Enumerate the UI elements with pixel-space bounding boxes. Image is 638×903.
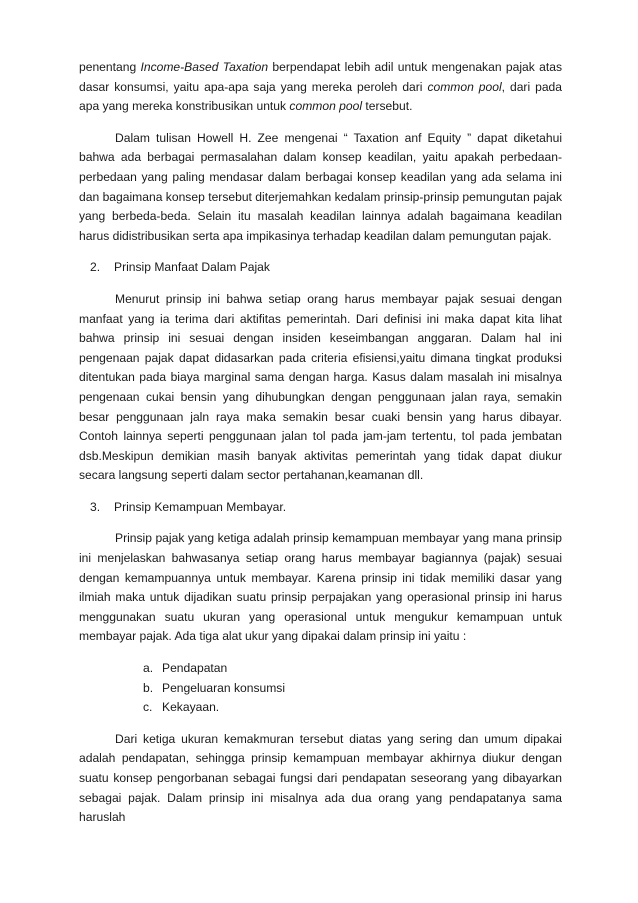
heading-text: Prinsip Manfaat Dalam Pajak <box>114 260 270 275</box>
list-text: Pengeluaran konsumsi <box>162 680 286 695</box>
section-heading-3 <box>79 498 562 518</box>
list-item <box>143 659 562 679</box>
list-letter: b. <box>143 680 154 695</box>
paragraph-2: Dalam tulisan Howell H. Zee mengenai “ Taxation anf Equity ” dapat diketahui bahwa ada berbagai permasalahan dalam konsep keadilan, yaitu apakah perbedaan-perbedaan yang paling mendasar dalam berbagai konsep keadilan yang ada selama ini dan bagaimana konsep tersebut diterjemahkan kedalam prinsip-prinsip pemungutan pajak yang berbeda-beda. Selain itu masalah keadilan lainnya adalah bagaimana keadilan harus didistribusikan serta apa impikasinya terhadap keadilan dalam pemungutan pajak. <box>79 130 562 243</box>
section-heading-2 <box>79 258 562 278</box>
emphasis-income-based-taxation: Income-Based Taxation <box>140 60 269 74</box>
list-letter: c. <box>143 700 153 715</box>
heading-number: 2. <box>90 260 101 275</box>
emphasis-common-pool: common pool <box>427 79 502 94</box>
document-page <box>79 58 562 828</box>
paragraph-3: Menurut prinsip ini bahwa setiap orang harus membayar pajak sesuai dengan manfaat yang ia terima dari aktifitas pemerintah. Dari definisi ini maka dapat kita lihat bahwa prinsip ini sesuai dengan insiden keseimbangan anggaran. Dalam hal ini pengenaan pajak dapat didasarkan pada criteria efisiensi,yaitu dimana tingkat produksi ditentukan pada biaya marginal sama dengan harga. Kasus dalam masalah ini misalnya pengenaan cukai bensin yang dihubungkan dengan penggunaan jalan raya, semakin besar penggunaan jaln raya maka semakin besar cuaki bensin yang harus dibayar. Contoh lainnya seperti penggunaan jalan tol pada jam-jam tertentu, tol pada jembatan dsb.Meskipun demikian masih banyak aktivitas pemerintah yang tidak dapat diukur secara langsung seperti dalam sector pertahanan,keamanan dll. <box>79 291 562 483</box>
list-item <box>143 679 562 699</box>
list-text: Pendapatan <box>162 661 228 676</box>
paragraph-5: Dari ketiga ukuran kemakmuran tersebut diatas yang sering dan umum dipakai adalah pendapatan, sehingga prinsip kemampuan membayar akhirnya diukur dengan suatu konsep pengorbanan sebagai fungsi dari pendapatan seseorang yang dibayarkan sebagai pajak. Dalam prinsip ini misalnya ada dua orang yang pendapatanya sama haruslah <box>79 731 562 825</box>
heading-number: 3. <box>90 499 101 514</box>
emphasis-common-pool: common pool <box>289 99 363 114</box>
paragraph-1: penentang Income-Based Taxation berpendapat lebih adil untuk mengenakan pajak atas dasar konsumsi, yaitu apa-apa saja yang mereka peroleh dari common pool, dari pada apa yang mereka konstribusikan untuk common pool tersebut. <box>79 60 562 114</box>
list-item <box>143 698 562 718</box>
list-letter: a. <box>143 661 154 676</box>
heading-text: Prinsip Kemampuan Membayar. <box>114 499 287 514</box>
measurement-list <box>79 659 562 718</box>
paragraph-4: Prinsip pajak yang ketiga adalah prinsip kemampuan membayar yang mana prinsip ini menjelaskan bahwasanya setiap orang harus membayar bagiannya (pajak) sesuai dengan kemampuannya untuk membayar. Karena prinsip ini tidak memiliki dasar yang ilmiah maka untuk dijadikan suatu prinsip perpajakan yang operasional prinsip ini harus menggunakan suatu ukuran yang operasional untuk mengukur kemampuan untuk membayar pajak. Ada tiga alat ukur yang dipakai dalam prinsip ini yaitu : <box>79 531 562 644</box>
list-text: Kekayaan. <box>162 700 220 715</box>
